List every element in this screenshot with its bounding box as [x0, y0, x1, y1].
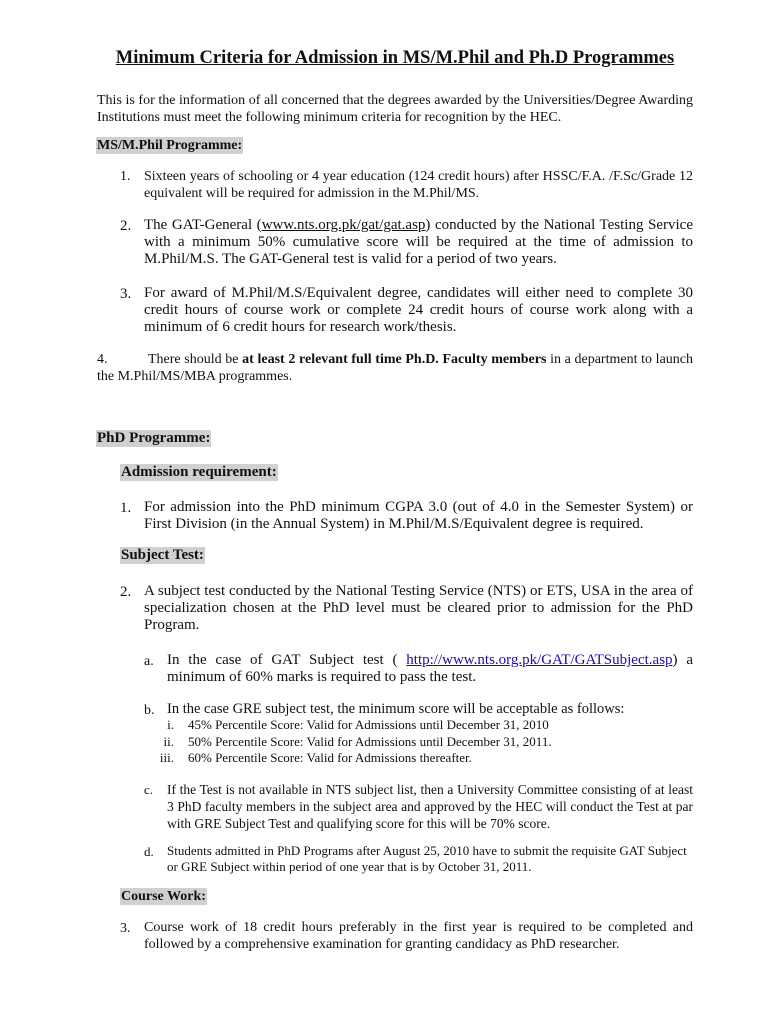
list-item: Sixteen years of schooling or 4 year education (124 credit hours) after HSSC/F.A. /F.Sc/Grade 12 equivalent will be required for admission in the M.Phil/MS.: [144, 169, 693, 201]
subject-heading: [120, 547, 205, 564]
list-item: 60% Percentile Score: Valid for Admissions thereafter.: [188, 750, 472, 765]
list-item: Course work of 18 credit hours preferably in the first year is required to be completed and followed by a comprehensive examination for granting candidacy as PhD researcher.: [144, 920, 693, 952]
list-letter: d.: [144, 844, 154, 859]
intro-paragraph: This is for the information of all concerned that the degrees awarded by the Universities/Degree Awarding Institutions must meet the following minimum criteria for recognition by the HEC.: [97, 93, 693, 125]
list-letter: a.: [144, 654, 154, 669]
list-item: For award of M.Phil/M.S/Equivalent degree, candidates will either need to complete 30 credit hours of course work or complete 24 credit hours of course work along with a minimum of 6 credit hours for research work/thesis.: [144, 285, 693, 335]
list-number: 4.: [97, 352, 108, 367]
list-item: 50% Percentile Score: Valid for Admissions until December 31, 2011.: [188, 734, 552, 749]
roman-number: i.: [167, 717, 174, 732]
gat-general-link[interactable]: www.nts.org.pk/gat/gat.asp: [261, 217, 426, 233]
page-title: Minimum Criteria for Admission in MS/M.Phil and Ph.D Programmes: [115, 48, 675, 68]
list-item: In the case GRE subject test, the minimum score will be acceptable as follows:: [167, 701, 625, 717]
phd-heading: [96, 430, 211, 447]
list-item: For admission into the PhD minimum CGPA 3.0 (out of 4.0 in the Semester System) or First Division (in the Annual System) in M.Phil/M.S/Equivalent degree is required.: [144, 499, 693, 532]
list-number: 1.: [120, 500, 132, 516]
list-item: 45% Percentile Score: Valid for Admissions until December 31, 2010: [188, 717, 549, 732]
coursework-heading: [120, 888, 207, 905]
subject-heading-label: Subject Test:: [121, 547, 204, 563]
list-item: A subject test conducted by the National Testing Service (NTS) or ETS, USA in the area of specialization chosen at the PhD level must be cleared prior to admission for the PhD Program.: [144, 583, 693, 633]
phd-heading-label: PhD Programme:: [97, 430, 211, 446]
list-item: If the Test is not available in NTS subject list, then a University Committee consisting of at least 3 PhD faculty members in the subject area and approved by the HEC will conduct the Test at par with GRE Subject Test and qualifying score for this will be 70% score.: [167, 782, 693, 831]
list-number: 2.: [120, 584, 132, 600]
list-item: In the case of GAT Subject test ( http://www.nts.org.pk/GAT/GATSubject.asp) a minimum of 60% marks is required to pass the test.: [167, 652, 694, 685]
admission-heading: [120, 464, 278, 481]
roman-number: iii.: [159, 750, 174, 765]
admission-heading-label: Admission requirement:: [121, 464, 277, 480]
gat-subject-link[interactable]: http://www.nts.org.pk/GAT/GATSubject.asp: [406, 652, 673, 668]
mphil-heading-label: MS/M.Phil Programme:: [97, 138, 243, 153]
faculty-paragraph: There should be at least 2 relevant full time Ph.D. Faculty members in a department to launch the M.Phil/MS/MBA programmes.: [97, 352, 693, 384]
list-number: 1.: [120, 169, 131, 184]
coursework-heading-label: Course Work:: [121, 889, 206, 904]
list-item: Students admitted in PhD Programs after August 25, 2010 have to submit the requisite GAT Subject or GRE Subject within period of one year that is by October 31, 2011.: [167, 843, 687, 874]
list-letter: b.: [144, 703, 155, 718]
list-letter: c.: [144, 782, 154, 797]
list-item: The GAT-General (www.nts.org.pk/gat/gat.asp) conducted by the National Testing Service with a minimum 50% cumulative score will be required at the time of admission to M.Phil/M.S. The GAT-General test is valid for a period of two years.: [144, 217, 694, 267]
list-number: 2.: [120, 218, 132, 234]
mphil-heading: [96, 137, 243, 154]
list-number: 3.: [120, 921, 131, 936]
roman-number: ii.: [163, 734, 174, 749]
list-number: 3.: [120, 286, 132, 302]
